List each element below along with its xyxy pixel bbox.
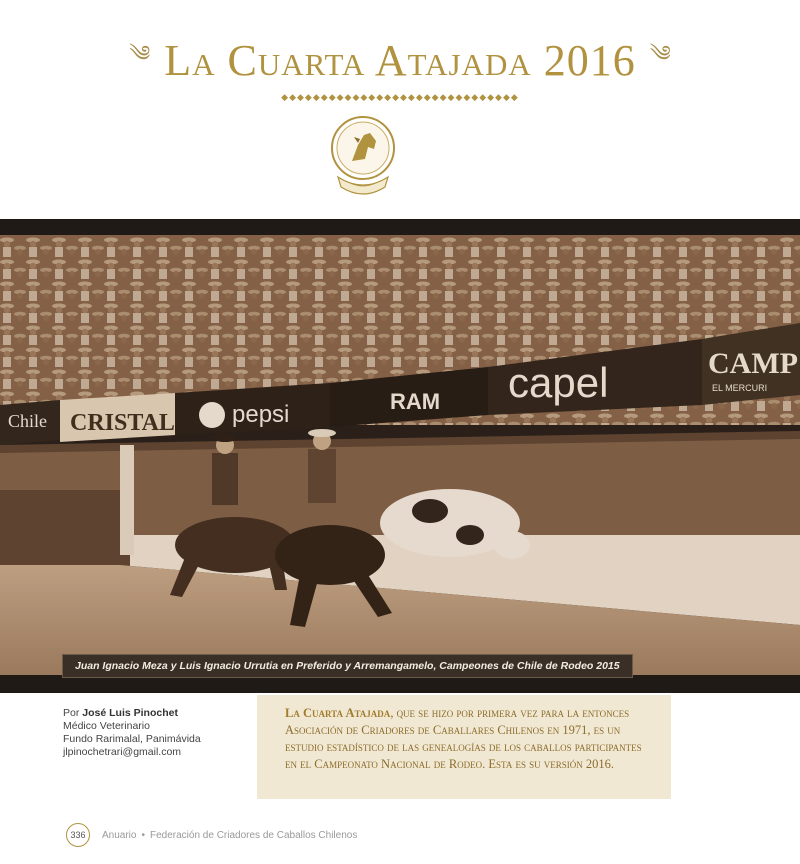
author-location: Fundo Rarimalal, Panimávida [63,733,201,745]
photo-frame [0,219,800,693]
svg-text:EL MERCURI: EL MERCURI [712,383,768,393]
svg-text:CAMP: CAMP [708,347,798,380]
svg-text:capel: capel [508,359,609,406]
svg-text:RAM: RAM [390,389,441,414]
page-number: 336 [66,823,90,847]
author-byline [63,707,201,720]
intro-box [257,695,671,799]
footer-right: Federación de Criadores de Caballos Chilenos [149,829,358,841]
footer-left: Anuario [102,829,137,841]
decorative-dots: ◆◆◆◆◆◆◆◆◆◆◆◆◆◆◆◆◆◆◆◆◆◆◆◆◆◆◆◆◆◆ [281,93,519,103]
svg-text:Chile: Chile [8,411,47,431]
svg-text:pepsi: pepsi [232,401,290,428]
page-footer [66,822,357,848]
author-block [63,707,201,759]
page-title: La Cuarta Atajada 2016 [164,35,636,85]
horse-head-seal-icon [330,115,396,201]
rodeo-photo [0,235,800,675]
footer-separator: • [141,829,145,841]
author-by: Por [63,707,80,719]
svg-text:CRISTAL: CRISTAL [70,410,175,436]
photo-caption: Juan Ignacio Meza y Luis Ignacio Urrutia en Preferido y Arremangamelo, Campeones de Chile de Rodeo 2015 [62,654,633,678]
author-title: Médico Veterinario [63,720,150,732]
right-flourish-icon: ༄ [649,42,671,67]
intro-text: , que se hizo por primera vez para la entonces Asociación de Criadores de Caballares Chilenos en 1971, es un estudio estadístico de las genealogías de los caballos participantes en el Campeonato Nacional de Rodeo. Esta es su versión 2016. [285,706,642,771]
author-name: José Luis Pinochet [82,707,178,719]
header [0,30,800,90]
author-email[interactable]: jlpinochetrari@gmail.com [63,746,182,758]
left-flourish-icon: ༄ [129,42,151,67]
intro-lead: La Cuarta Atajada [285,706,391,720]
